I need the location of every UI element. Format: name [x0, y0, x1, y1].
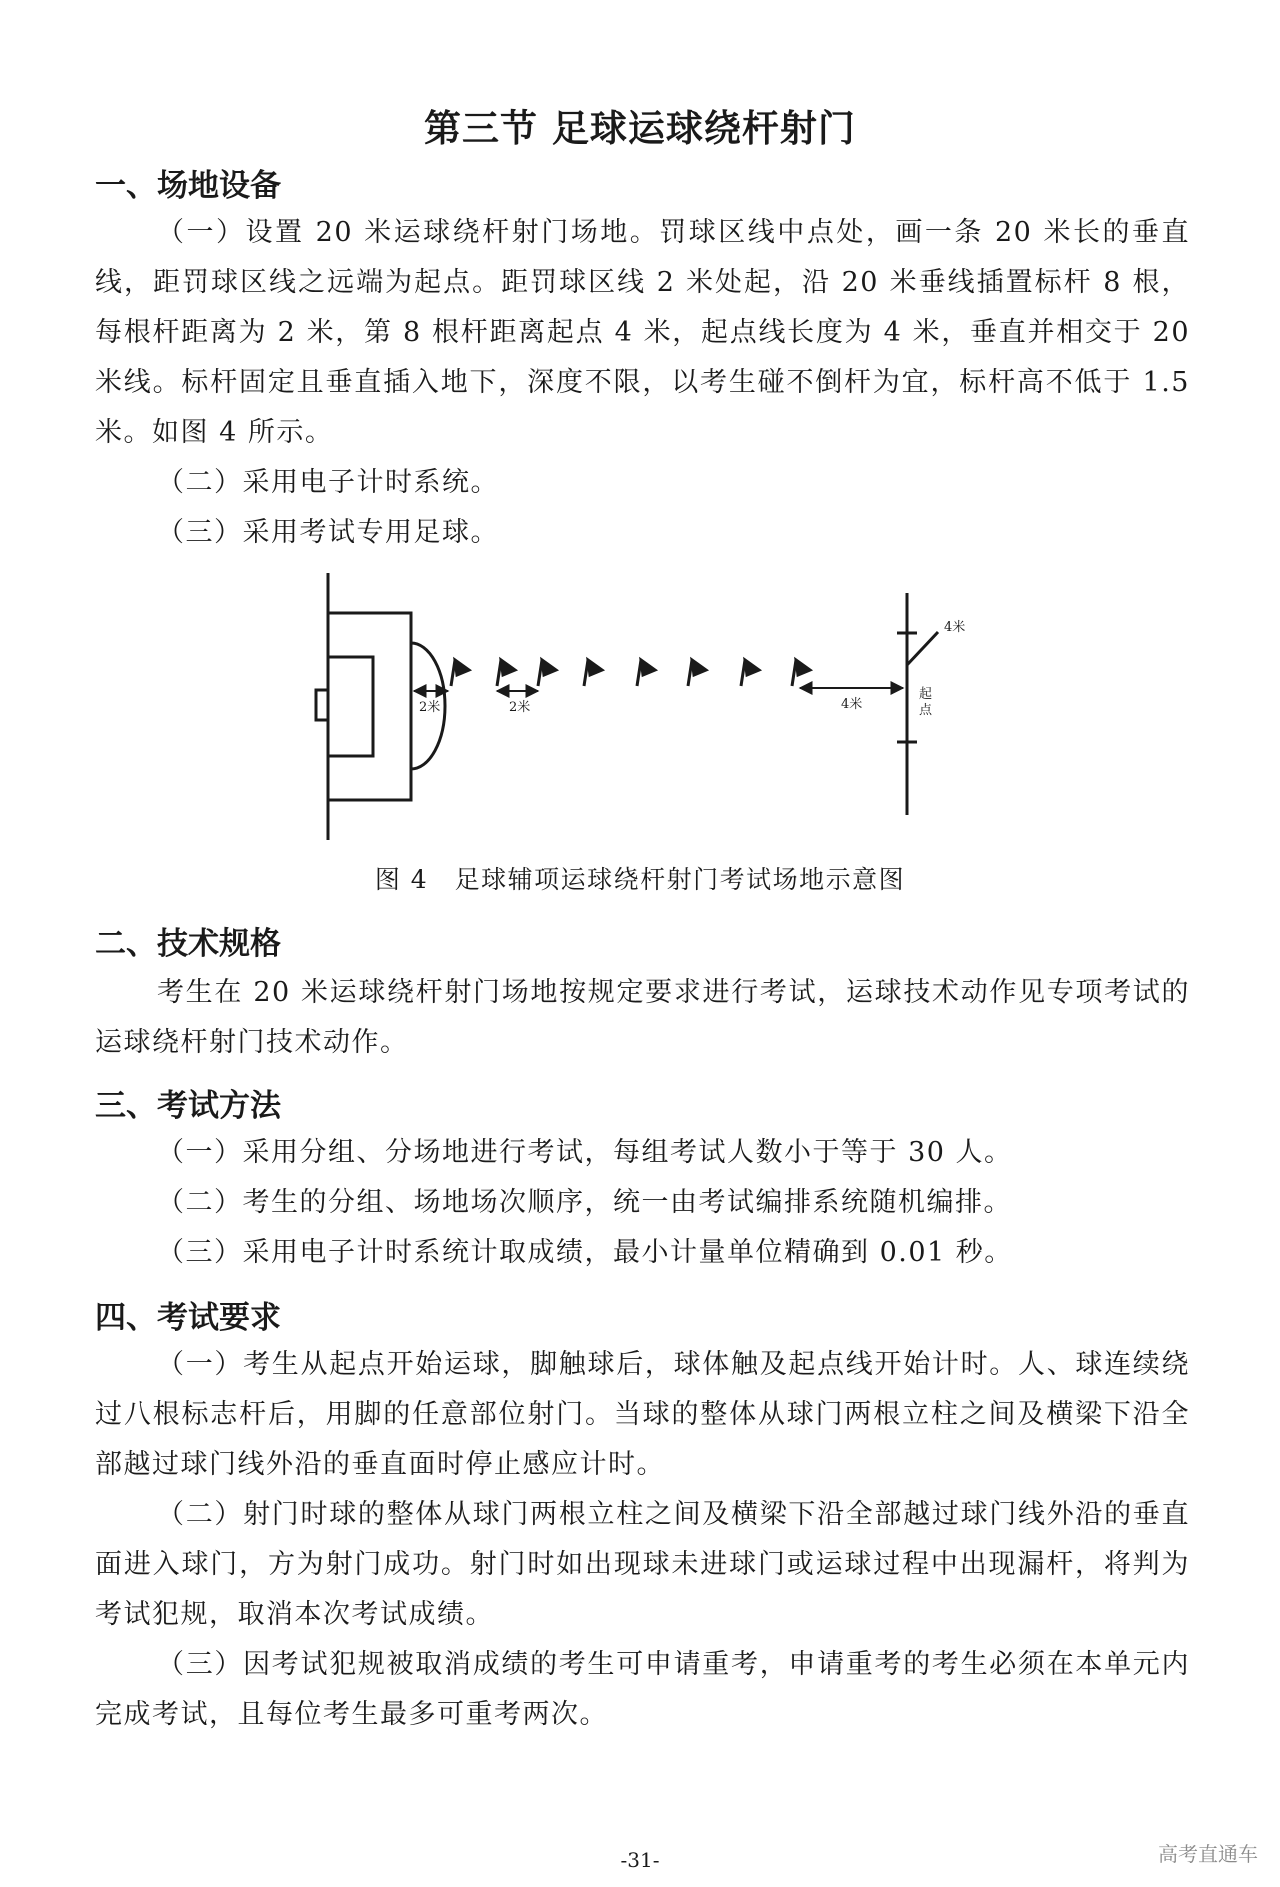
- paragraph-timing-system: （二）采用电子计时系统。: [157, 467, 499, 498]
- section-heading-requirements: 四、考试要求: [95, 1300, 281, 1336]
- pole-4: [584, 660, 602, 686]
- pole-3: [538, 660, 556, 686]
- label-start-2: 点: [919, 703, 933, 718]
- goal-area: [328, 657, 373, 756]
- field-diagram: [0, 0, 1280, 860]
- label-start-1: 起: [919, 687, 933, 702]
- paragraph-requirements-2: （二）射门时球的整体从球门两根立柱之间及横梁下沿全部越过球门线外沿的垂直面进入球门，方为射门成功。射门时如出现球未进球门或运球过程中出现漏杆，将判为考试犯规，取消本次考试成绩。: [95, 1499, 1190, 1630]
- paragraph-technical: 考生在 20 米运球绕杆射门场地按规定要求进行考试，运球技术动作见专项考试的运球绕杆射门技术动作。: [95, 977, 1190, 1058]
- section-heading-method: 三、考试方法: [95, 1088, 281, 1124]
- penalty-area: [328, 613, 411, 800]
- page-number: -31-: [620, 1848, 660, 1872]
- pole-6: [688, 660, 706, 686]
- paragraph-venue-setup: （一）设置 20 米运球绕杆射门场地。罚球区线中点处，画一条 20 米长的垂直线，距罚球区线之远端为起点。距罚球区线 2 米处起，沿 20 米垂线插置标杆 8 根，每根杆距离为 2 米，第 8 根杆距离起点 4 米，起点线长度为 4 米，垂直并相交于 20 米线。标杆固定且垂直插入地下，深度不限，以考生碰不倒杆为宜，标杆高不低于 1.5 米。如图 4 所示。: [95, 217, 1190, 448]
- paragraph-method-3: （三）采用电子计时系统计取成绩，最小计量单位精确到 0.01 秒。: [157, 1237, 1013, 1268]
- figure-caption: 图 4 足球辅项运球绕杆射门考试场地示意图: [374, 865, 906, 894]
- watermark: 高考直通车: [1158, 1842, 1258, 1866]
- paragraph-requirements-3: （三）因考试犯规被取消成绩的考生可申请重考，申请重考的考生必须在本单元内完成考试，且每位考生最多可重考两次。: [95, 1649, 1190, 1730]
- label-4m-a: 4米: [841, 697, 863, 712]
- paragraph-exam-ball: （三）采用考试专用足球。: [157, 517, 499, 548]
- pole-2: [497, 660, 515, 686]
- pole-8: [792, 660, 810, 686]
- pole-7: [741, 660, 759, 686]
- section-heading-technical: 二、技术规格: [95, 926, 281, 962]
- paragraph-method-2: （二）考生的分组、场地场次顺序，统一由考试编排系统随机编排。: [157, 1187, 1012, 1218]
- start-line-leader: [907, 632, 938, 665]
- label-2m-a: 2米: [419, 700, 441, 715]
- paragraph-requirements-1: （一）考生从起点开始运球，脚触球后，球体触及起点线开始计时。人、球连续绕过八根标志杆后，用脚的任意部位射门。当球的整体从球门两根立柱之间及横梁下沿全部越过球门线外沿的垂直面时停止感应计时。: [95, 1349, 1190, 1480]
- pole-1: [451, 660, 469, 686]
- goal: [316, 690, 328, 720]
- marker-poles: [451, 660, 810, 686]
- paragraph-method-1: （一）采用分组、分场地进行考试，每组考试人数小于等于 30 人。: [157, 1137, 1013, 1168]
- section-heading-venue: 一、场地设备: [95, 168, 281, 204]
- label-4m-b: 4米: [944, 620, 966, 635]
- label-2m-b: 2米: [509, 700, 531, 715]
- page-title: 第三节 足球运球绕杆射门: [424, 107, 856, 150]
- pole-5: [637, 660, 655, 686]
